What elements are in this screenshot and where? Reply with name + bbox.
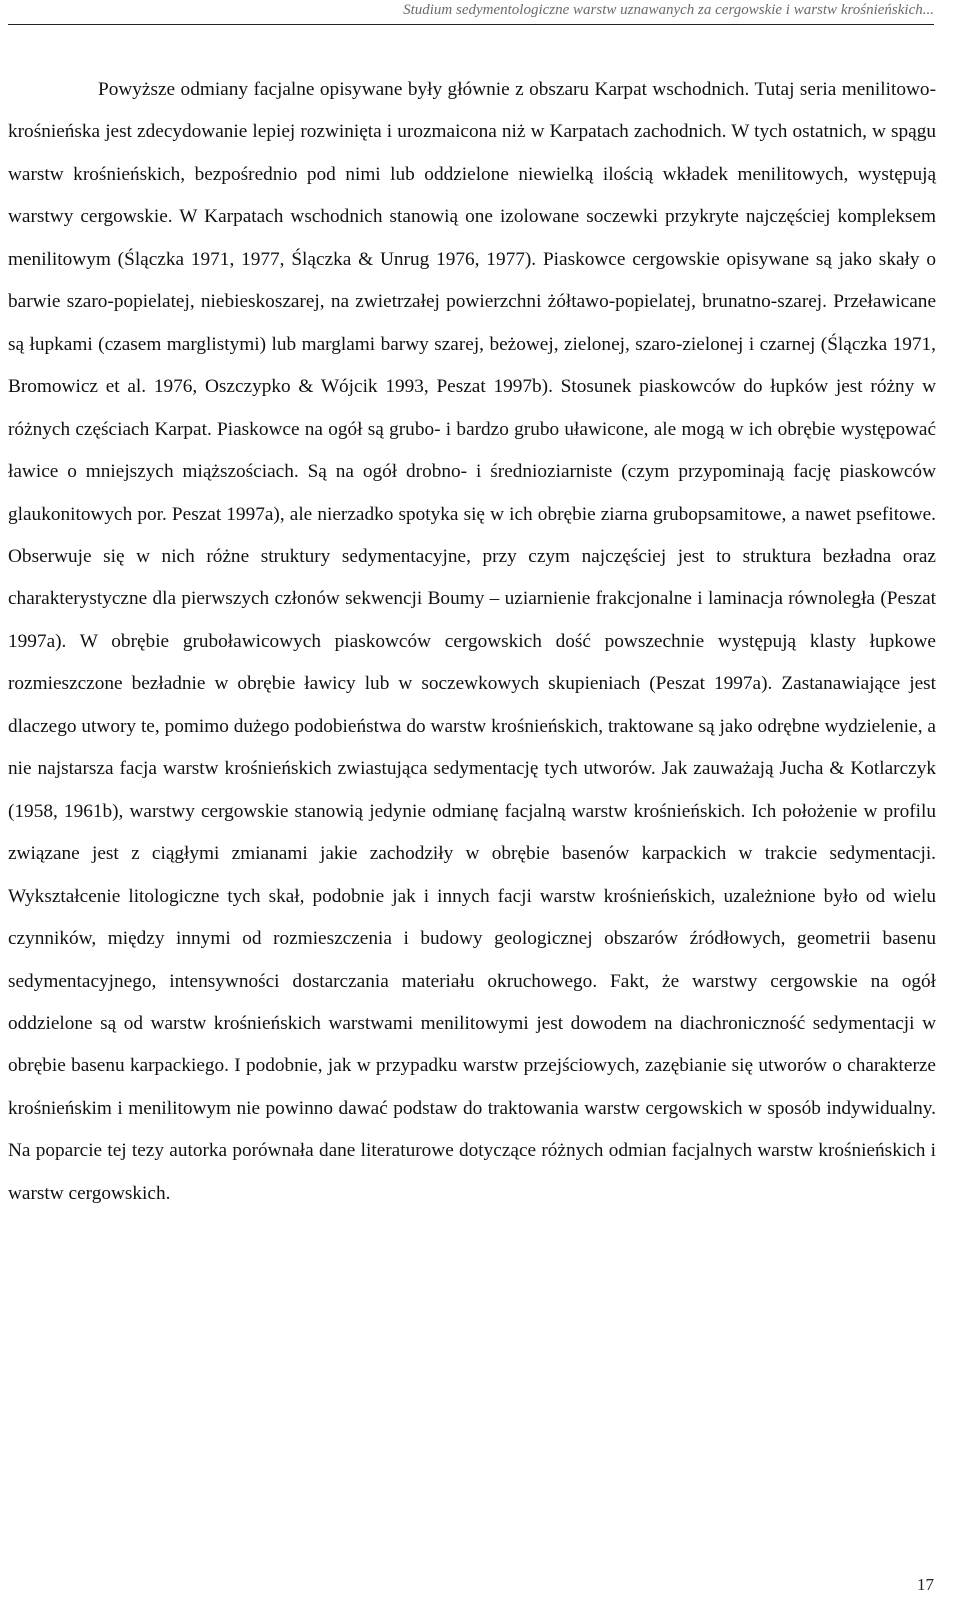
page-number: 17 <box>917 1575 934 1594</box>
running-header-title: Studium sedymentologiczne warstw uznawanych za cergowskie i warstw krośnieńskich... <box>403 2 934 18</box>
body-paragraph: Powyższe odmiany facjalne opisywane były głównie z obszaru Karpat wschodnich. Tutaj seria menilitowo-krośnieńska jest zdecydowanie lepiej rozwinięta i urozmaicona niż w Karpatach zachodnich. W tych ostatnich, w spągu warstw krośnieńskich, bezpośrednio pod nimi lub oddzielone niewielką ilością wkładek menilitowych, występują warstwy cergowskie. W Karpatach wschodnich stanowią one izolowane soczewki przykryte najczęściej kompleksem menilitowym (Ślączka 1971, 1977, Ślączka & Unrug 1976, 1977). Piaskowce cergowskie opisywane są jako skały o barwie szaro-popielatej, niebieskoszarej, na zwietrzałej powierzchni żółtawo-popielatej, brunatno-szarej. Przeławicane są łupkami (czasem marglistymi) lub marglami barwy szarej, beżowej, zielonej, szaro-zielonej i czarnej (Ślączka 1971, Bromowicz et al. 1976, Oszczypko & Wójcik 1993, Peszat 1997b). Stosunek piaskowców do łupków jest różny w różnych częściach Karpat. Piaskowce na ogół są grubo- i bardzo grubo uławicone, ale mogą w ich obrębie występować ławice o mniejszych miąższościach. Są na ogół drobno- i średnioziarniste (czym przypominają fację piaskowców glaukonitowych por. Peszat 1997a), ale nierzadko spotyka się w ich obrębie ziarna grubopsamitowe, a nawet psefitowe. Obserwuje się w nich różne struktury sedymentacyjne, przy czym najczęściej jest to struktura bezładna oraz charakterystyczne dla pierwszych członów sekwencji Boumy – uziarnienie frakcjonalne i laminacja równoległa (Peszat 1997a). W obrębie gruboławicowych piaskowców cergowskich dość powszechnie występują klasty łupkowe rozmieszczone bezładnie w obrębie ławicy lub w soczewkowych skupieniach (Peszat 1997a). Zastanawiające jest dlaczego utwory te, pomimo dużego podobieństwa do warstw krośnieńskich, traktowane są jako odrębne wydzielenie, a nie najstarsza facja warstw krośnieńskich zwiastująca sedymentację tych utworów. Jak zauważają Jucha & Kotlarczyk (1958, 1961b), warstwy cergowskie stanowią jedynie odmianę facjalną warstw krośnieńskich. Ich położenie w profilu związane jest z ciągłymi zmianami jakie zachodziły w obrębie basenów karpackich w trakcie sedymentacji. Wykształcenie litologiczne tych skał, podobnie jak i innych facji warstw krośnieńskich, uzależnione było od wielu czynników, między innymi od rozmieszczenia i budowy geologicznej obszarów źródłowych, geometrii basenu sedymentacyjnego, intensywności dostarczania materiału okruchowego. Fakt, że warstwy cergowskie na ogół oddzielone są od warstw krośnieńskich warstwami menilitowymi jest dowodem na diachroniczność sedymentacji w obrębie basenu karpackiego. I podobnie, jak w przypadku warstw przejściowych, zazębianie się utworów o charakterze krośnieńskim i menilitowym nie powinno dawać podstaw do traktowania warstw cergowskich w sposób indywidualny. Na poparcie tej tezy autorka porównała dane literaturowe dotyczące różnych odmian facjalnych warstw krośnieńskich i warstw cergowskich. <box>8 79 936 1204</box>
header-divider <box>8 24 934 25</box>
